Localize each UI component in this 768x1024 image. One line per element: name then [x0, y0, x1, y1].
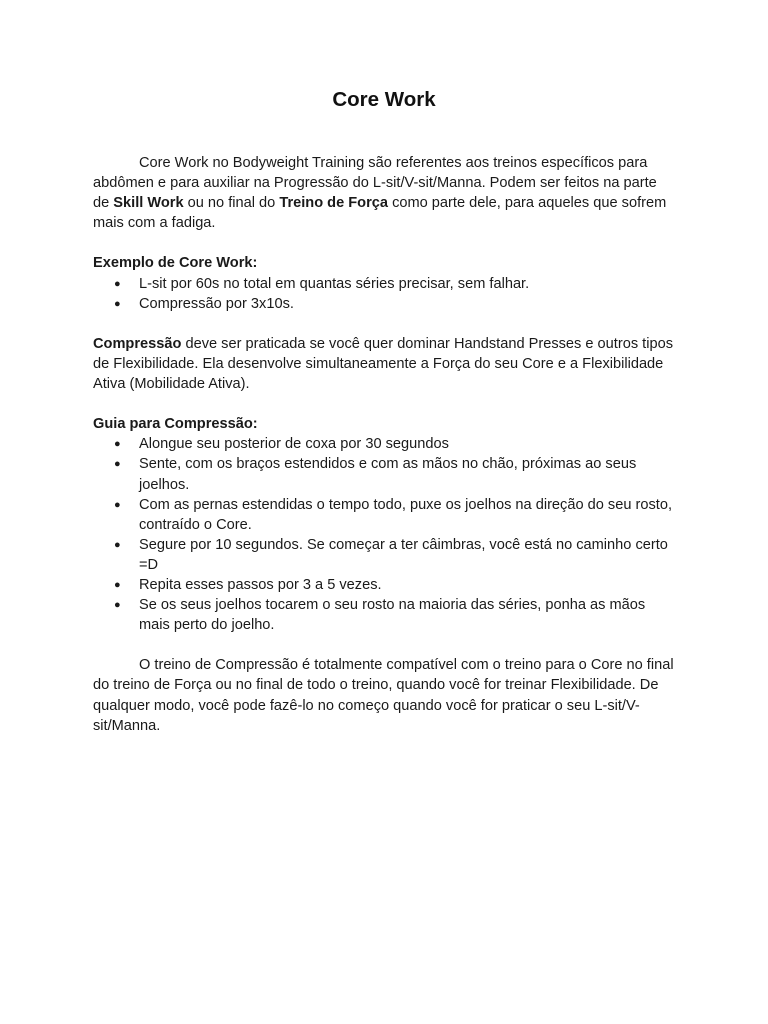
intro-text-2: ou no final do	[183, 195, 280, 212]
list-item-text: Segure por 10 segundos. Se começar a ter câimbras, você está no caminho certo =D	[139, 536, 668, 573]
skill-work-bold: Skill Work	[113, 195, 184, 212]
list-item	[93, 575, 675, 595]
list-item	[93, 294, 675, 314]
example-heading: Exemplo de Core Work:	[93, 255, 258, 272]
list-item-text: Sente, com os braços estendidos e com as mãos no chão, próximas ao seus joelhos.	[139, 456, 637, 493]
list-item	[93, 434, 675, 454]
intro-paragraph	[93, 153, 675, 233]
compression-text: deve ser praticada se você quer dominar Handstand Presses e outros tipos de Flexibilidade. Ela desenvolve simultaneamente a Força do seu Core e a Flexibilidade Ativa (Mobilidade Ativa).	[93, 335, 673, 393]
compression-paragraph	[93, 334, 675, 394]
intro-text-1: Core Work no Bodyweight Training são referentes aos treinos específicos para abdômen e para auxiliar na Progressão do L-sit/V-sit/Manna. Podem ser feitos na parte de	[93, 155, 657, 212]
list-item	[93, 535, 675, 575]
intro-text-3: como parte dele, para aqueles que sofrem mais com a fadiga.	[93, 195, 667, 232]
list-item	[93, 495, 675, 535]
treino-de-forca-bold: Treino de Força	[279, 195, 389, 212]
guide-heading: Guia para Compressão:	[93, 416, 258, 433]
bullet-icon: ●	[114, 599, 121, 612]
document-title: Core Work	[332, 88, 436, 111]
bullet-icon: ●	[114, 277, 121, 290]
list-item-text: Compressão por 3x10s.	[139, 295, 294, 312]
list-item	[93, 595, 675, 635]
spacer	[93, 233, 675, 253]
list-item-text: L-sit por 60s no total em quantas séries precisar, sem falhar.	[139, 275, 530, 292]
bullet-icon: ●	[114, 578, 121, 591]
list-item	[93, 454, 675, 494]
bullet-icon: ●	[114, 458, 121, 471]
closing-paragraph: O treino de Compressão é totalmente compatível com o treino para o Core no final do treino de Força ou no final de todo o treino, quando você for treinar Flexibilidade. De qualquer modo, você pode fazê-lo no começo quando você for praticar o seu L-sit/V-sit/Manna.	[93, 657, 674, 734]
list-item-text: Repita esses passos por 3 a 5 vezes.	[139, 576, 382, 593]
bullet-icon: ●	[114, 538, 121, 551]
spacer	[93, 635, 675, 655]
guide-list	[93, 434, 675, 635]
list-item-text: Se os seus joelhos tocarem o seu rosto na maioria das séries, ponha as mãos mais perto do joelho.	[139, 597, 646, 634]
bullet-icon: ●	[114, 438, 121, 451]
list-item-text: Alongue seu posterior de coxa por 30 segundos	[139, 436, 449, 453]
compressao-bold: Compressão	[93, 335, 182, 352]
list-item-text: Com as pernas estendidas o tempo todo, puxe os joelhos na direção do seu rosto, contraído o Core.	[139, 496, 672, 533]
spacer	[93, 394, 675, 414]
document-body	[93, 86, 675, 736]
spacer	[93, 314, 675, 334]
list-item	[93, 274, 675, 294]
bullet-icon: ●	[114, 297, 121, 310]
example-list	[93, 274, 675, 314]
bullet-icon: ●	[114, 498, 121, 511]
